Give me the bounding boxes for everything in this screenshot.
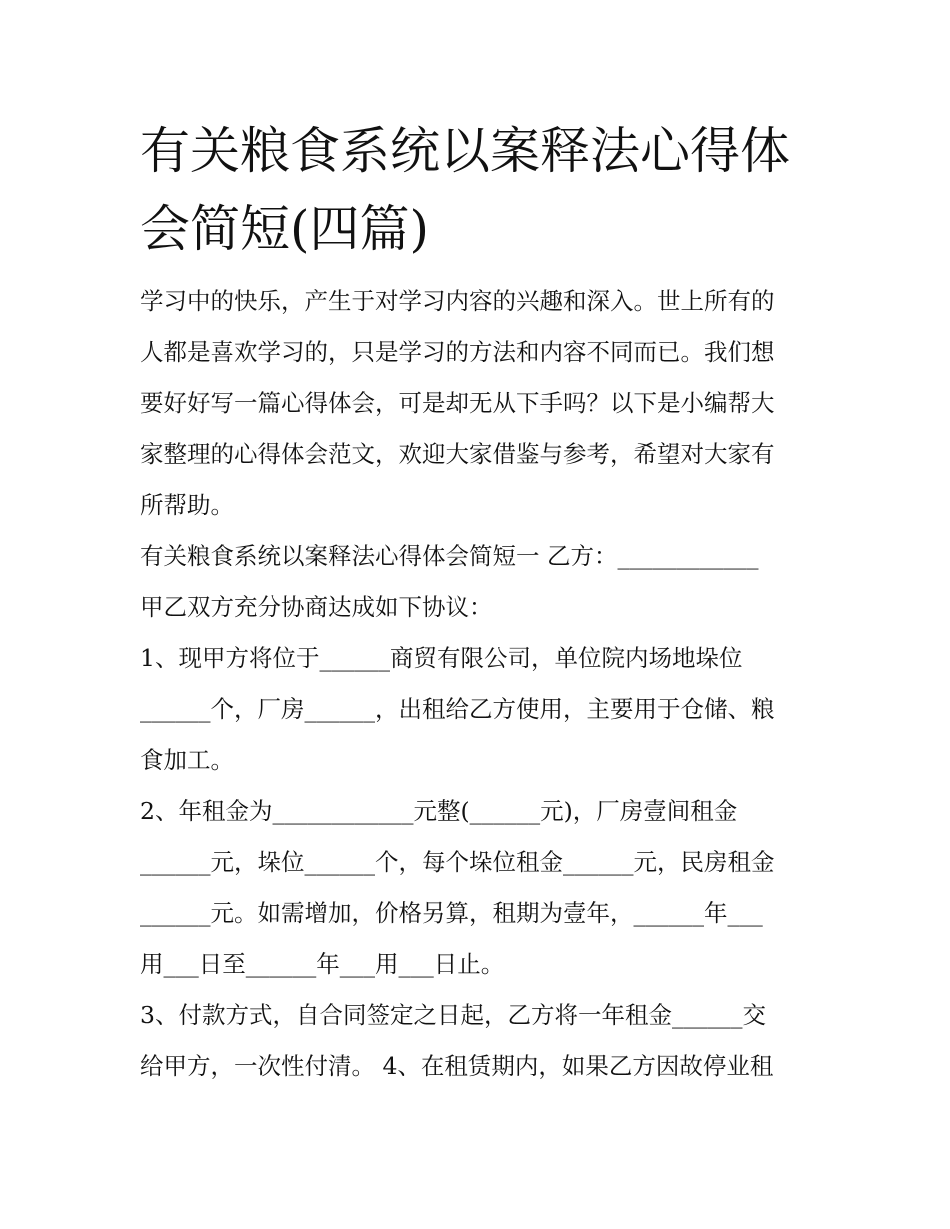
clause-1-line: ______个，厂房______，出租给乙方使用，主要用于仓储、粮 <box>140 695 775 723</box>
clause-3-line: 给甲方，一次性付清。 4、在租赁期内，如果乙方因故停业租 <box>140 1052 774 1080</box>
body-line: 所帮助。 <box>140 491 234 519</box>
body-line: 甲乙双方充分协商达成如下协议： <box>140 593 493 621</box>
section-heading-line: 有关粮食系统以案释法心得体会简短一 乙方：____________ <box>140 542 759 570</box>
clause-2-line: 用___日至______年___用___日止。 <box>140 950 505 978</box>
title-line-1: 有关粮食系统以案释法心得体 <box>140 122 790 180</box>
body-line: 要好好写一篇心得体会，可是却无从下手吗？以下是小编帮大 <box>140 389 775 417</box>
clause-1-line: 1、现甲方将位于______商贸有限公司，单位院内场地垛位 <box>140 644 743 672</box>
clause-1-line: 食加工。 <box>140 746 234 774</box>
body-line: 家整理的心得体会范文，欢迎大家借鉴与参考，希望对大家有 <box>140 440 775 468</box>
body-line: 人都是喜欢学习的，只是学习的方法和内容不同而已。我们想 <box>140 338 775 366</box>
clause-2-line: ______元。如需增加，价格另算，租期为壹年，______年___ <box>140 899 763 927</box>
body-line: 学习中的快乐，产生于对学习内容的兴趣和深入。世上所有的 <box>140 287 775 315</box>
document-title <box>140 112 820 268</box>
clause-2-line: 2、年租金为____________元整(______元)，厂房壹间租金 <box>140 797 738 825</box>
clause-2-line: ______元，垛位______个，每个垛位租金______元，民房租金 <box>140 848 775 876</box>
title-line-2: 会简短(四篇) <box>140 200 430 258</box>
document-body <box>140 276 820 1092</box>
clause-3-line: 3、付款方式，自合同签定之日起，乙方将一年租金______交 <box>140 1001 766 1029</box>
